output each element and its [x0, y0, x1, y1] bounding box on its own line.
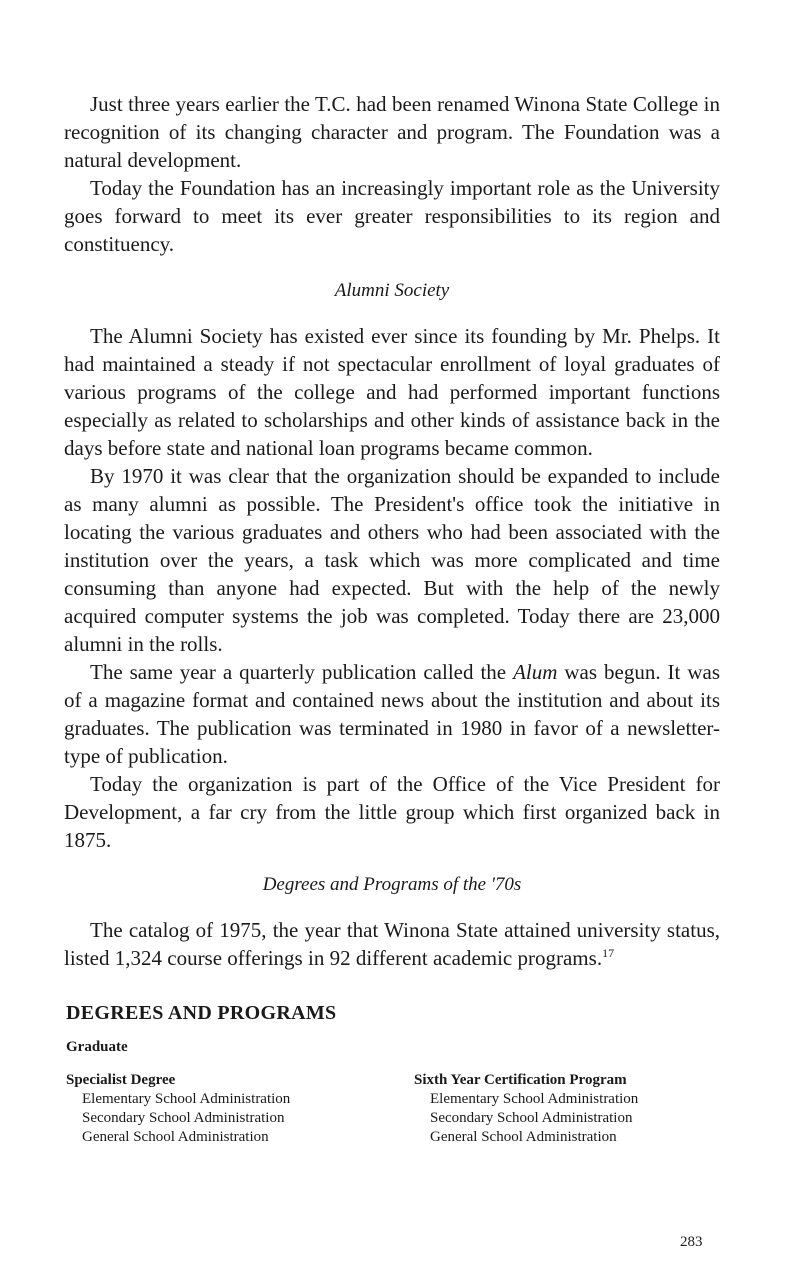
- program-item: General School Administration: [82, 1129, 269, 1145]
- degrees-p1-text: The catalog of 1975, the year that Winona State attained university status, listed 1,324 course offerings in 92 different academic programs.: [64, 918, 720, 970]
- program-item: General School Administration: [430, 1129, 617, 1145]
- alumni-paragraph-3: [64, 658, 720, 770]
- program-item: Secondary School Administration: [430, 1110, 633, 1126]
- alum-publication-title: Alum: [513, 660, 558, 684]
- sixth-year-certification-column: [414, 1070, 724, 1147]
- specialist-degree-title: Specialist Degree: [66, 1072, 176, 1088]
- program-item: Elementary School Administration: [430, 1091, 639, 1107]
- alumni-society-heading: Alumni Society: [334, 280, 450, 301]
- sixth-year-certification-title: Sixth Year Certification Program: [414, 1072, 627, 1088]
- degrees-programs-title: DEGREES AND PROGRAMS: [66, 1002, 337, 1024]
- footnote-marker: 17: [602, 946, 615, 960]
- intro-paragraph-2: Today the Foundation has an increasingly important role as the University goes forward to meet its ever greater responsibilities to its region and constituency.: [64, 176, 720, 256]
- alumni-paragraph-1: The Alumni Society has existed ever since its founding by Mr. Phelps. It had maintained a steady if not spectacular enrollment of loyal graduates of various programs of the college and had performed important functions especially as related to scholarships and other kinds of assistance back in the days before state and national loan programs became common.: [64, 324, 720, 460]
- intro-paragraph-1: Just three years earlier the T.C. had been renamed Winona State College in recognition of its changing character and program. The Foundation was a natural development.: [64, 92, 720, 172]
- alumni-paragraph-2: By 1970 it was clear that the organization should be expanded to include as many alumni as possible. The President's office took the initiative in locating the various graduates and others who had been associated with the institution over the years, a task which was more complicated and time consuming than anyone had expected. But with the help of the newly acquired computer systems the job was completed. Today there are 23,000 alumni in the rolls.: [64, 464, 720, 656]
- alumni-paragraph-4: Today the organization is part of the Office of the Vice President for Development, a far cry from the little group which first organized back in 1875.: [64, 772, 720, 852]
- graduate-subtitle: Graduate: [66, 1039, 128, 1055]
- specialist-degree-column: [66, 1070, 376, 1147]
- page-body: [64, 90, 720, 1147]
- page-number: 283: [680, 1234, 703, 1250]
- degrees-paragraph-1: [64, 916, 720, 972]
- program-item: Secondary School Administration: [82, 1110, 285, 1126]
- alumni-p3-text-after: was begun. It was of a magazine format and contained news about the institution and about its graduates. The publication was terminated in 1980 in favor of a newsletter-type of publication.: [64, 660, 720, 768]
- program-columns: [64, 1070, 720, 1147]
- degrees-programs-heading: Degrees and Programs of the '70s: [262, 874, 522, 895]
- program-item: Elementary School Administration: [82, 1091, 291, 1107]
- alumni-p3-text-before: The same year a quarterly publication called the: [90, 660, 514, 684]
